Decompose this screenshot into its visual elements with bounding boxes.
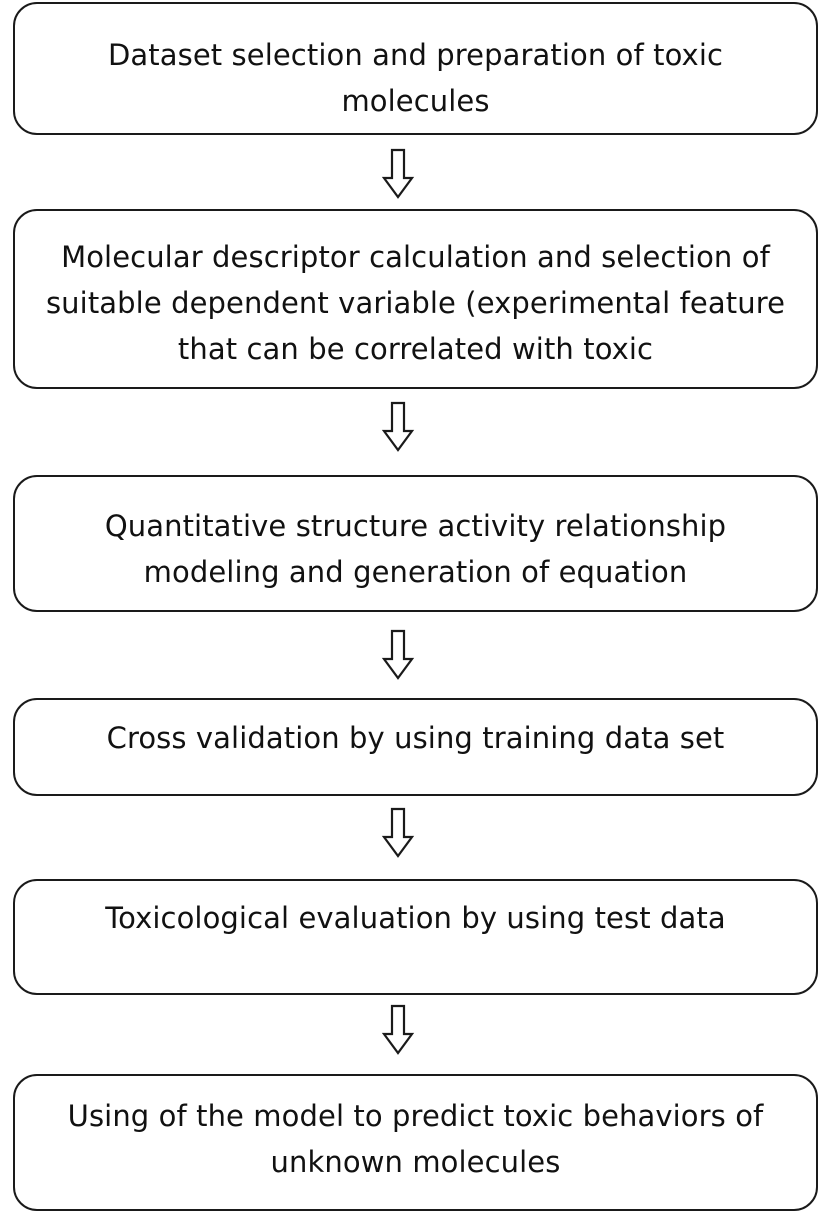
step-3-box	[13, 475, 818, 612]
step-4-box	[13, 698, 818, 796]
arrow-down-icon	[381, 629, 415, 681]
step-2-box	[13, 209, 818, 389]
step-5-box	[13, 879, 818, 995]
step-6-box	[13, 1074, 818, 1211]
arrow-down-icon	[381, 401, 415, 453]
step-4-text: Cross validation by using training data set	[106, 721, 725, 755]
step-1-text: Dataset selection and preparation of toxic molecules	[107, 38, 724, 118]
step-5-text: Toxicological evaluation by using test data	[105, 901, 726, 935]
arrow-down-icon	[381, 148, 415, 200]
step-1-box	[13, 2, 818, 135]
arrow-down-icon	[381, 1004, 415, 1056]
step-3-text: Quantitative structure activity relationship modeling and generation of equation	[104, 509, 727, 589]
step-2-text: Molecular descriptor calculation and selection of suitable dependent variable (experimental feature that can be correlated with toxic	[45, 240, 786, 366]
arrow-down-icon	[381, 807, 415, 859]
step-6-text: Using of the model to predict toxic behaviors of unknown molecules	[67, 1099, 764, 1179]
